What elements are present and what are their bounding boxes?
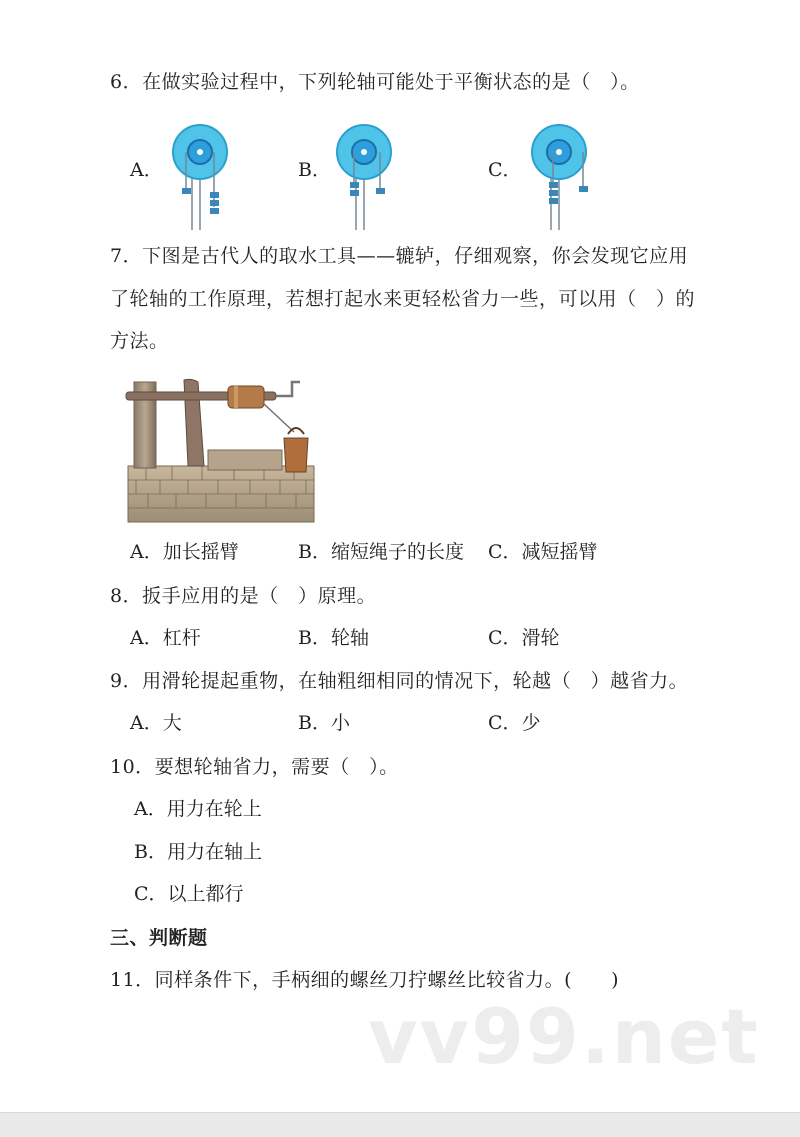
q7-option-a: A．加长摇臂 (130, 541, 239, 563)
q7-windlass-illustration (124, 374, 320, 524)
q10-stem: 10．要想轮轴省力，需要（ ）。 (110, 756, 399, 778)
q6-figure-c-wheel-axle (531, 122, 593, 230)
q6-stem: 6．在做实验过程中，下列轮轴可能处于平衡状态的是（ ）。 (110, 71, 640, 93)
watermark: vv99.net (368, 992, 760, 1081)
weight-block (210, 208, 219, 214)
q7-stem-line-1: 7．下图是古代人的取水工具——辘轳，仔细观察，你会发现它应用 (110, 245, 689, 267)
q10-option-b: B．用力在轴上 (134, 841, 262, 863)
well-mouth (208, 450, 282, 470)
q6-option-a-label: A． (130, 159, 163, 181)
weight-block (182, 188, 191, 194)
q6-option-c-label: C． (488, 159, 522, 181)
q11-stem: 11．同样条件下，手柄细的螺丝刀拧螺丝比较省力。( ) (110, 969, 620, 991)
q6-figure-a-wheel-axle (172, 122, 234, 230)
q9-option-b: B．小 (298, 712, 350, 734)
q6-option-b-label: B． (298, 159, 331, 181)
rope (264, 404, 294, 432)
q9-stem: 9．用滑轮提起重物，在轴粗细相同的情况下，轮越（ ）越省力。 (110, 670, 689, 692)
bucket (284, 438, 308, 472)
q8-option-a: A．杠杆 (130, 627, 201, 649)
q7-option-c: C．减短摇臂 (488, 541, 598, 563)
q10-option-c: C．以上都行 (134, 883, 244, 905)
viewer-bottom-bar (0, 1112, 800, 1137)
rope-drum (228, 386, 264, 408)
q9-option-a: A．大 (130, 712, 182, 734)
weight-block (210, 192, 219, 198)
q8-option-b: B．轮轴 (298, 627, 369, 649)
q10-option-a: A．用力在轮上 (134, 798, 262, 820)
q7-stem-line-2: 了轮轴的工作原理，若想打起水来更轻松省力一些，可以用（ ）的 (110, 288, 696, 310)
q9-option-c: C．少 (488, 712, 541, 734)
section-3-title: 三、判断题 (110, 927, 208, 949)
crank-handle (276, 382, 300, 396)
q8-option-c: C．滑轮 (488, 627, 560, 649)
q6-figure-b-wheel-axle (336, 122, 398, 230)
weight-block (210, 200, 219, 206)
center-pin (197, 149, 203, 155)
q8-stem: 8．扳手应用的是（ ）原理。 (110, 585, 377, 607)
q7-option-b: B．缩短绳子的长度 (298, 541, 464, 563)
q7-stem-line-3: 方法。 (110, 330, 169, 352)
